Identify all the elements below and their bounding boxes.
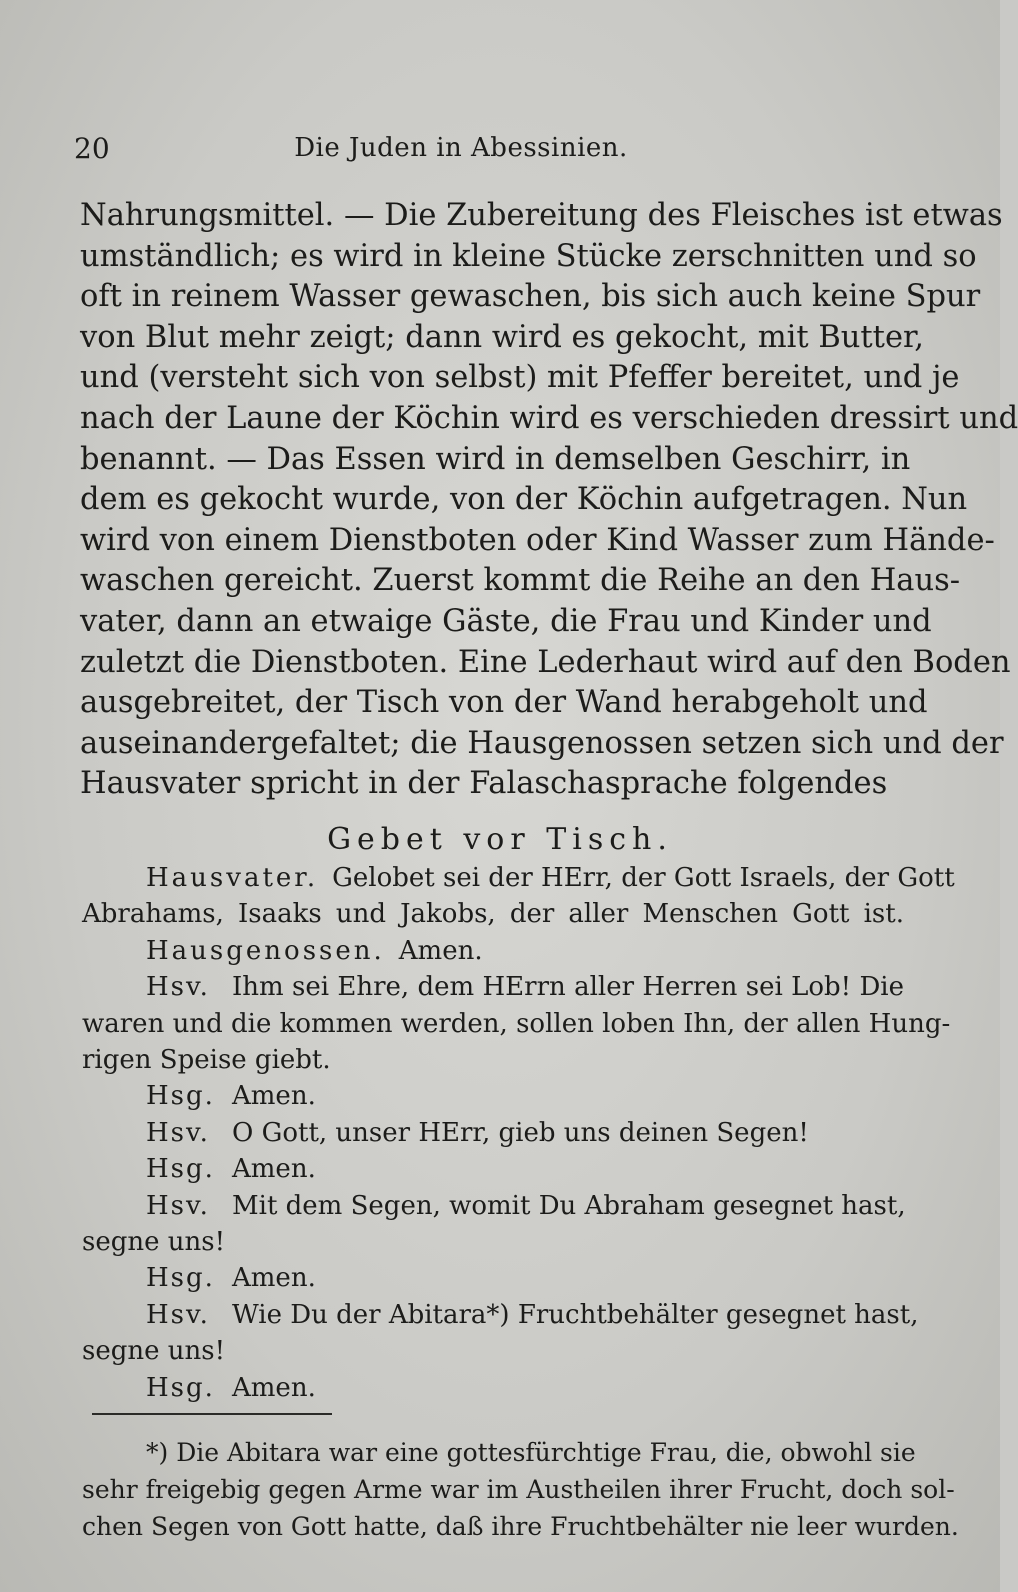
- footnote: [82, 1434, 959, 1545]
- dialogue-line: [82, 1297, 919, 1333]
- body-line: Nahrungsmittel. — Die Zubereitung des Fleisches ist etwas: [80, 198, 1003, 233]
- body-line: wird von einem Dienstboten oder Kind Wasser zum Hände-: [80, 522, 995, 558]
- body-line: dem es gekocht wurde, von der Köchin aufgetragen. Nun: [80, 482, 968, 518]
- dialogue-text: Amen.: [398, 935, 483, 966]
- speaker-label: Hsg.: [146, 1081, 215, 1112]
- body-line: Hausvater spricht in der Falaschasprache folgendes: [80, 766, 888, 802]
- speaker-label: Hausvater.: [146, 863, 319, 893]
- body-line: nach der Laune der Köchin wird es verschieden dressirt und: [80, 400, 1018, 436]
- dialogue-text: segne uns!: [82, 1227, 226, 1258]
- footnote-divider: [92, 1413, 332, 1415]
- dialogue-text: Abrahams, Isaaks und Jakobs, der aller Menschen Gott ist.: [82, 899, 904, 930]
- dialogue-text: Gelobet sei der HErr, der Gott Israels, der Gott: [332, 863, 955, 893]
- dialogue-line: [82, 969, 904, 1005]
- body-line: vater, dann an etwaige Gäste, die Frau und Kinder und: [80, 603, 932, 639]
- dialogue-line: [82, 1260, 904, 1296]
- page-number: 20: [74, 131, 110, 165]
- dialogue-line: [82, 1188, 904, 1224]
- dialogue-line: [82, 896, 904, 932]
- dialogue-text: Amen.: [232, 1154, 316, 1185]
- dialogue-text: Amen.: [232, 1372, 316, 1403]
- footnote-line: *) Die Abitara war eine gottesfürchtige Frau, die, obwohl sie: [146, 1438, 916, 1467]
- body-line: auseinandergefaltet; die Hausgenossen setzen sich und der: [80, 725, 1004, 761]
- body-line: waschen gereicht. Zuerst kommt die Reihe an den Haus-: [80, 563, 961, 599]
- speaker-label: Hsg.: [146, 1154, 215, 1185]
- speaker-label: Hsv.: [146, 1117, 210, 1148]
- dialogue-text: O Gott, unser HErr, gieb uns deinen Segen!: [232, 1117, 809, 1148]
- dialogue-text: Wie Du der Abitara*) Fruchtbehälter gesegnet hast,: [232, 1299, 919, 1330]
- dialogue-line: [82, 1115, 904, 1151]
- dialogue-text: Amen.: [232, 1263, 316, 1294]
- prayer-dialogue: [82, 860, 955, 1406]
- dialogue-line: [82, 1333, 904, 1369]
- dialogue-text: waren und die kommen werden, sollen loben Ihn, der allen Hung-: [82, 1008, 951, 1039]
- body-line: zuletzt die Dienstboten. Eine Lederhaut wird auf den Boden: [80, 644, 1011, 680]
- body-line: und (versteht sich von selbst) mit Pfeffer bereitet, und je: [80, 360, 960, 396]
- page-header: [74, 126, 908, 170]
- dialogue-text: Mit dem Segen, womit Du Abraham gesegnet hast,: [232, 1190, 906, 1221]
- dialogue-text: Ihm sei Ehre, dem HErrn aller Herren sei Lob! Die: [232, 972, 904, 1003]
- running-title: Die Juden in Abessinien.: [294, 133, 628, 163]
- prayer-heading: Gebet vor Tisch.: [327, 822, 673, 857]
- dialogue-text: rigen Speise giebt.: [82, 1045, 331, 1076]
- dialogue-line: [82, 1151, 904, 1187]
- speaker-label: Hsv.: [146, 1299, 210, 1330]
- body-line: oft in reinem Wasser gewaschen, bis sich auch keine Spur: [80, 279, 981, 315]
- dialogue-line: [82, 1224, 904, 1260]
- body-paragraph: [80, 196, 1018, 805]
- speaker-label: Hsv.: [146, 972, 210, 1003]
- body-line: ausgebreitet, der Tisch von der Wand herabgeholt und: [80, 685, 928, 721]
- body-line: von Blut mehr zeigt; dann wird es gekocht, mit Butter,: [80, 319, 924, 355]
- body-line: umständlich; es wird in kleine Stücke zerschnitten und so: [80, 238, 977, 274]
- footnote-line: chen Segen von Gott hatte, daß ihre Fruchtbehälter nie leer wurden.: [82, 1512, 959, 1541]
- footnote-line: sehr freigebig gegen Arme war im Austheilen ihrer Frucht, doch sol-: [82, 1475, 955, 1504]
- dialogue-line: [82, 1042, 904, 1078]
- dialogue-line: [82, 1370, 904, 1406]
- speaker-label: Hausgenossen.: [146, 935, 385, 966]
- dialogue-line: [82, 933, 904, 969]
- dialogue-text: Amen.: [232, 1081, 316, 1112]
- dialogue-text: segne uns!: [82, 1336, 226, 1367]
- speaker-label: Hsg.: [146, 1263, 215, 1294]
- dialogue-line: [82, 1006, 951, 1042]
- dialogue-line: [82, 860, 955, 896]
- speaker-label: Hsv.: [146, 1190, 210, 1221]
- speaker-label: Hsg.: [146, 1372, 215, 1403]
- dialogue-line: [82, 1078, 904, 1114]
- body-line: benannt. — Das Essen wird in demselben Geschirr, in: [80, 441, 911, 477]
